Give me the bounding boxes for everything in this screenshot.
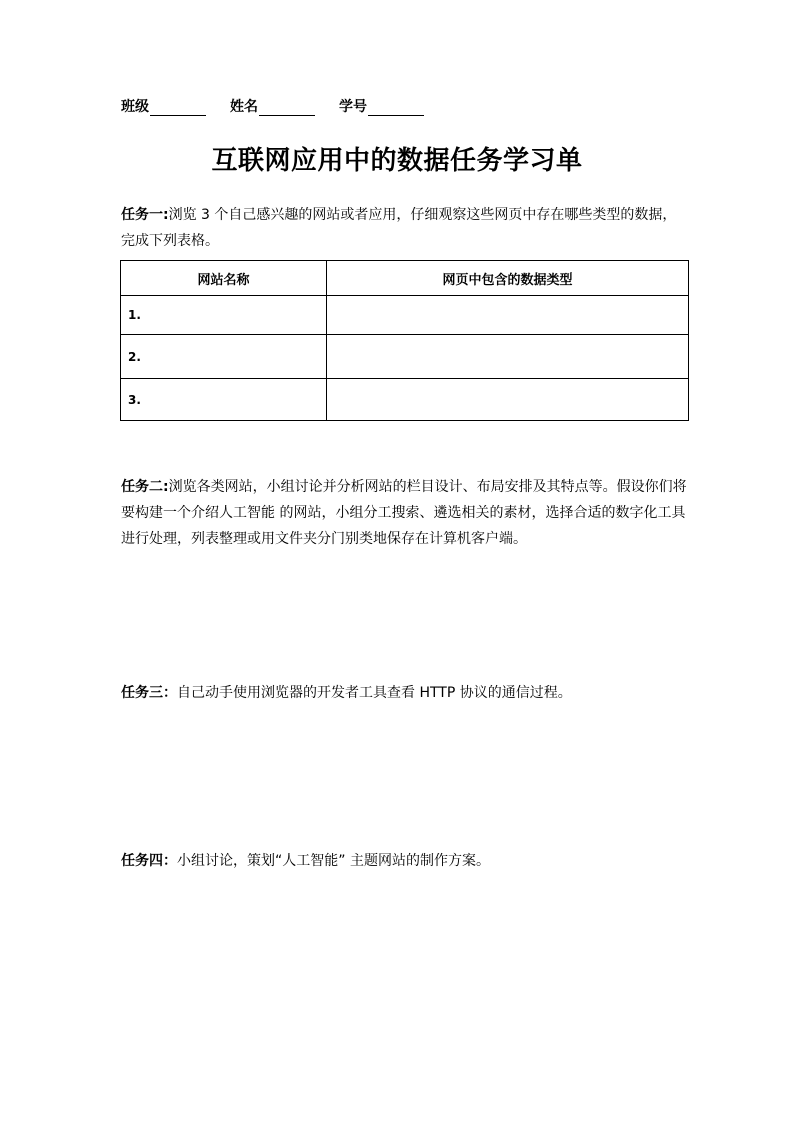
student-id-label: 学号 <box>339 99 367 115</box>
task-three-text: 自己动手使用浏览器的开发者工具查看 HTTP 协议的通信过程。 <box>177 685 572 701</box>
task-two <box>121 474 693 552</box>
task-four-text: 小组讨论，策划“人工智能” 主题网站的制作方案。 <box>177 853 490 869</box>
name-label: 姓名 <box>230 99 258 115</box>
name-blank[interactable] <box>259 101 315 116</box>
table-cell-website[interactable]: 1. <box>121 296 327 335</box>
table-cell-website[interactable]: 3. <box>121 379 327 421</box>
student-info-line <box>121 96 424 116</box>
task-four <box>121 848 693 874</box>
task-four-label: 任务四： <box>121 853 177 869</box>
table-header-row <box>121 261 689 296</box>
class-blank[interactable] <box>150 101 206 116</box>
table-cell-data-types[interactable] <box>327 335 689 379</box>
task-two-text: 浏览各类网站，小组讨论并分析网站的栏目设计、布局安排及其特点等。假设你们将要构建一个介绍人工智能 的网站，小组分工搜索、遴选相关的素材，选择合适的数字化工具进行处理，列表整理或用文件夹分门别类地保存在计算机客户端。 <box>121 479 687 547</box>
task-three-label: 任务三： <box>121 685 177 701</box>
table-cell-website[interactable]: 2. <box>121 335 327 379</box>
task-three <box>121 680 693 706</box>
table-row <box>121 296 689 335</box>
task-one <box>121 202 681 254</box>
task-two-label: 任务二: <box>121 479 169 495</box>
name-field <box>230 96 315 116</box>
website-data-table <box>120 260 689 421</box>
table-cell-data-types[interactable] <box>327 296 689 335</box>
column-header-data-types: 网页中包含的数据类型 <box>327 261 689 296</box>
page-title: 互联网应用中的数据任务学习单 <box>211 146 583 176</box>
column-header-website-name: 网站名称 <box>121 261 327 296</box>
task-one-label: 任务一: <box>121 207 169 223</box>
task-one-text: 浏览 3 个自己感兴趣的网站或者应用，仔细观察这些网页中存在哪些类型的数据，完成下列表格。 <box>121 207 677 249</box>
student-id-field <box>339 96 424 116</box>
student-id-blank[interactable] <box>368 101 424 116</box>
table-row <box>121 379 689 421</box>
table-row <box>121 335 689 379</box>
class-label: 班级 <box>121 99 149 115</box>
table-cell-data-types[interactable] <box>327 379 689 421</box>
class-field <box>121 96 206 116</box>
